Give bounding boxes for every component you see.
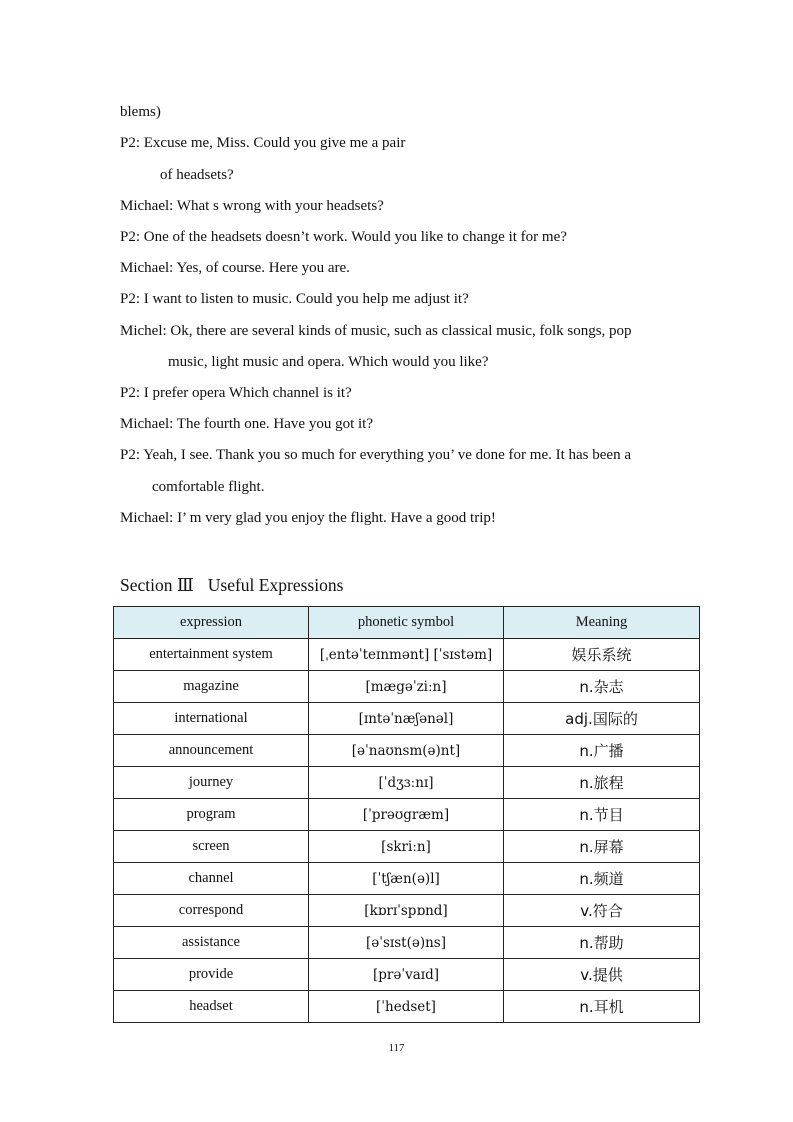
- phonetic-cell: [əˈnaʊnsm(ə)nt]: [309, 735, 504, 767]
- dialogue-line: Michel: Ok, there are several kinds of music, such as classical music, folk songs, pop: [120, 323, 632, 339]
- expression-cell: entertainment system: [114, 639, 309, 671]
- phonetic-cell: [prəˈvaɪd]: [309, 959, 504, 991]
- expression-cell: screen: [114, 831, 309, 863]
- table-row: [114, 863, 700, 895]
- table-header-row: [114, 607, 700, 639]
- dialogue-line: P2: I want to listen to music. Could you help me adjust it?: [120, 291, 469, 307]
- section-heading: [120, 574, 343, 596]
- meaning-cell: n.耳机: [504, 991, 700, 1023]
- expression-cell: correspond: [114, 895, 309, 927]
- table-row: [114, 959, 700, 991]
- page-number: 117: [388, 1042, 405, 1054]
- phonetic-cell: [ˈdʒɜːnɪ]: [309, 767, 504, 799]
- table-row: [114, 799, 700, 831]
- dialogue-line: Michael: The fourth one. Have you got it?: [120, 416, 373, 432]
- phonetic-cell: [əˈsɪst(ə)ns]: [309, 927, 504, 959]
- phonetic-cell: [kɒrɪˈspɒnd]: [309, 895, 504, 927]
- dialogue-line: blems): [120, 104, 161, 120]
- meaning-cell: n.频道: [504, 863, 700, 895]
- table-row: [114, 639, 700, 671]
- table-row: [114, 671, 700, 703]
- dialogue-line: comfortable flight.: [152, 479, 265, 495]
- expression-cell: international: [114, 703, 309, 735]
- meaning-cell: n.帮助: [504, 927, 700, 959]
- section-numeral: Ⅲ: [176, 575, 194, 595]
- expression-cell: provide: [114, 959, 309, 991]
- table-row: [114, 831, 700, 863]
- expression-cell: journey: [114, 767, 309, 799]
- table-row: [114, 927, 700, 959]
- section-label: Section: [120, 575, 173, 595]
- dialogue-line: P2: Yeah, I see. Thank you so much for everything you’ ve done for me. It has been a: [120, 447, 631, 463]
- meaning-cell: v.提供: [504, 959, 700, 991]
- expression-cell: channel: [114, 863, 309, 895]
- dialogue-line: P2: Excuse me, Miss. Could you give me a pair: [120, 135, 406, 151]
- meaning-cell: v.符合: [504, 895, 700, 927]
- meaning-cell: n.旅程: [504, 767, 700, 799]
- phonetic-cell: [ˌentəˈteɪnmənt] [ˈsɪstəm]: [309, 639, 504, 671]
- expression-cell: program: [114, 799, 309, 831]
- dialogue-line: P2: I prefer opera Which channel is it?: [120, 385, 352, 401]
- header-meaning: Meaning: [504, 607, 700, 639]
- table-row: [114, 767, 700, 799]
- vocabulary-table: [113, 606, 700, 1023]
- phonetic-cell: [mægəˈziːn]: [309, 671, 504, 703]
- header-expression: expression: [114, 607, 309, 639]
- meaning-cell: n.广播: [504, 735, 700, 767]
- dialogue-line: Michael: Yes, of course. Here you are.: [120, 260, 350, 276]
- dialogue-line: Michael: I’ m very glad you enjoy the flight. Have a good trip!: [120, 510, 496, 526]
- table-row: [114, 895, 700, 927]
- section-title-text: Useful Expressions: [207, 575, 344, 595]
- expression-cell: assistance: [114, 927, 309, 959]
- dialogue-line: music, light music and opera. Which would you like?: [168, 354, 489, 370]
- table-row: [114, 991, 700, 1023]
- meaning-cell: n.杂志: [504, 671, 700, 703]
- dialogue-line: of headsets?: [160, 167, 234, 183]
- phonetic-cell: [ˈtʃæn(ə)l]: [309, 863, 504, 895]
- table-row: [114, 703, 700, 735]
- meaning-cell: 娱乐系统: [504, 639, 700, 671]
- expression-cell: headset: [114, 991, 309, 1023]
- phonetic-cell: [skriːn]: [309, 831, 504, 863]
- phonetic-cell: [ˈprəʊgræm]: [309, 799, 504, 831]
- expression-cell: magazine: [114, 671, 309, 703]
- meaning-cell: n.屏幕: [504, 831, 700, 863]
- meaning-cell: adj.国际的: [504, 703, 700, 735]
- meaning-cell: n.节目: [504, 799, 700, 831]
- phonetic-cell: [ɪntəˈnæʃənəl]: [309, 703, 504, 735]
- table-row: [114, 735, 700, 767]
- header-phonetic-symbol: phonetic symbol: [309, 607, 504, 639]
- dialogue-line: P2: One of the headsets doesn’t work. Would you like to change it for me?: [120, 229, 567, 245]
- dialogue-line: Michael: What s wrong with your headsets?: [120, 198, 384, 214]
- expression-cell: announcement: [114, 735, 309, 767]
- phonetic-cell: [ˈhedset]: [309, 991, 504, 1023]
